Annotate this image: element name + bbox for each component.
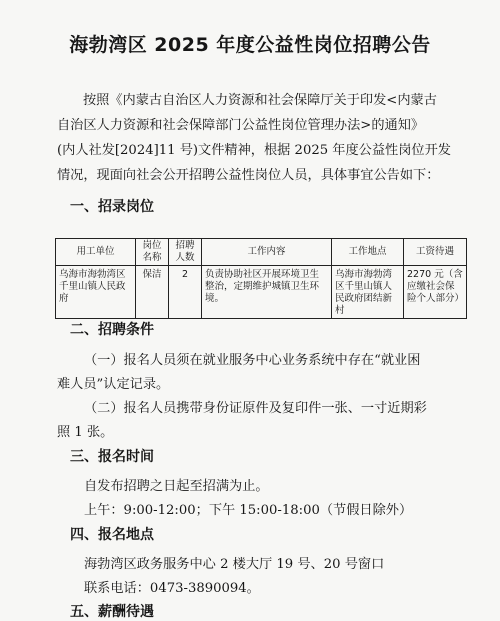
requirement-2-line: 照 1 张。 bbox=[57, 425, 114, 440]
table-header-cell: 工资待遇 bbox=[404, 239, 467, 266]
requirement-1-line: （一）报名人员须在就业服务中心业务系统中存在“就业困 bbox=[84, 353, 421, 368]
office-hours: 上午：9:00-12:00；下午 15:00-18:00（节假日除外） bbox=[84, 503, 413, 518]
section-heading-location: 四、报名地点 bbox=[70, 527, 154, 543]
intro-line: 自治区人力资源和社会保障部门公益性岗位管理办法>的通知》 bbox=[57, 118, 425, 133]
table-header-row bbox=[56, 239, 467, 266]
cell-location: 乌海市海勃湾区千里山镇人民政府团结新村 bbox=[332, 266, 404, 319]
intro-paragraph bbox=[57, 88, 462, 188]
cell-salary: 2270 元（含应缴社会保险个人部分） bbox=[404, 266, 467, 319]
table-header-cell: 工作地点 bbox=[332, 239, 404, 266]
contact-phone: 联系电话：0473-3890094。 bbox=[84, 581, 260, 596]
positions-table bbox=[55, 238, 467, 319]
section-heading-time: 三、报名时间 bbox=[70, 449, 154, 465]
cell-duties: 负责协助社区开展环境卫生整治，定期维护城镇卫生环境。 bbox=[202, 266, 332, 319]
document-title: 海勃湾区 2025 年度公益性岗位招聘公告 bbox=[69, 34, 431, 56]
intro-line: 按照《内蒙古自治区人力资源和社会保障厅关于印发<内蒙古 bbox=[83, 93, 437, 108]
table-row bbox=[56, 266, 467, 319]
section-heading-requirements: 二、招聘条件 bbox=[70, 322, 154, 338]
table-header-cell: 岗位名称 bbox=[136, 239, 169, 266]
cell-headcount: 2 bbox=[169, 266, 202, 319]
registration-address: 海勃湾区政务服务中心 2 楼大厅 19 号、20 号窗口 bbox=[84, 557, 385, 572]
table-header-cell: 工作内容 bbox=[202, 239, 332, 266]
cell-employer: 乌海市海勃湾区千里山镇人民政府 bbox=[56, 266, 136, 319]
intro-line: (内人社发[2024]11 号)文件精神，根据 2025 年度公益性岗位开发 bbox=[57, 143, 451, 158]
table-header-cell: 招聘人数 bbox=[169, 239, 202, 266]
requirement-2-line: （二）报名人员携带身份证原件及复印件一张、一寸近期彩 bbox=[84, 401, 427, 416]
cell-position: 保洁 bbox=[136, 266, 169, 319]
table-header-cell: 用工单位 bbox=[56, 239, 136, 266]
section-heading-salary: 五、薪酬待遇 bbox=[70, 604, 154, 620]
section-heading-positions: 一、招录岗位 bbox=[70, 199, 154, 215]
intro-line: 情况，现面向社会公开招聘公益性岗位人员，具体事宜公告如下： bbox=[57, 168, 440, 183]
requirement-1-line: 难人员”认定记录。 bbox=[57, 377, 170, 392]
registration-period: 自发布招聘之日起至招满为止。 bbox=[84, 479, 269, 494]
